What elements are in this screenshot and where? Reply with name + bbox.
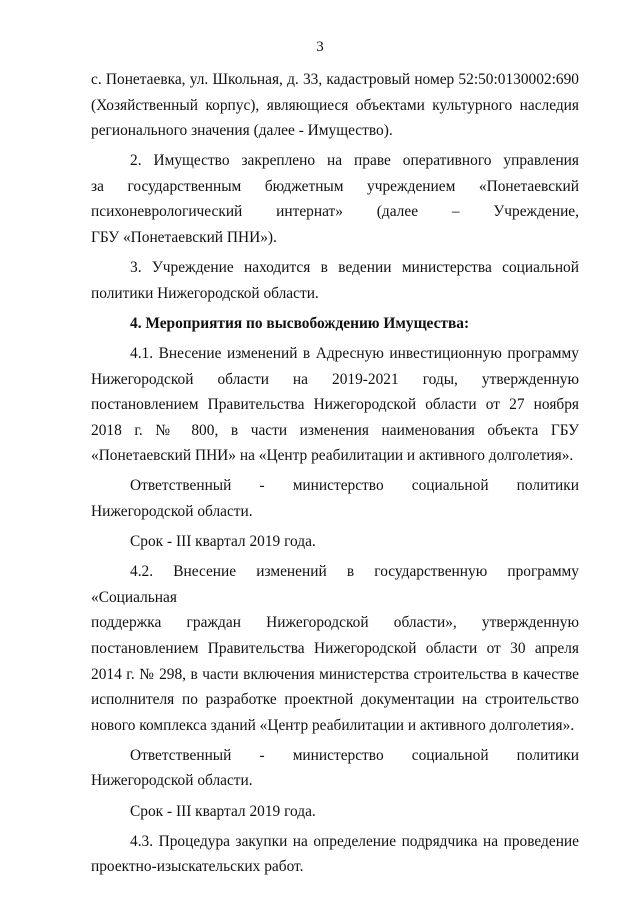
responsible-1-line-1: Ответственный - министерство социальной политики (130, 477, 579, 495)
item-4-2-line-1: 4.2. Внесение изменений в государственную программу «Социальная (91, 563, 579, 606)
paragraph-1-line-2: (Хозяйственный корпус), являющиеся объектами культурного наследия (91, 96, 579, 114)
paragraph-1-line-3: регионального значения (далее - Имущество). (91, 122, 393, 140)
item-4-1-line-5: «Понетаевский ПНИ» на «Центр реабилитации и активного долголетия». (91, 447, 574, 465)
responsible-2-line-1: Ответственный - министерство социальной политики (130, 746, 579, 764)
item-4-1-line-4: 2018 г. № 800, в части изменения наименования объекта ГБУ (91, 421, 579, 439)
paragraph-3-line-1: 3. Учреждение находится в ведении министерства социальной (130, 259, 579, 277)
item-4-3-line-2: проектно-изыскательских работ. (91, 858, 304, 876)
paragraph-2-line-4: ГБУ «Понетаевский ПНИ»). (91, 229, 277, 247)
paragraph-1-line-1: с. Понетаевка, ул. Школьная, д. 33, кадастровый номер 52:50:0130002:690 (91, 71, 579, 88)
paragraph-3-line-2: политики Нижегородской области. (91, 284, 319, 302)
responsible-2-line-2: Нижегородской области. (91, 772, 253, 790)
item-4-1-line-1: 4.1. Внесение изменений в Адресную инвестиционную программу (130, 344, 579, 362)
term-2: Срок - III квартал 2019 года. (130, 802, 316, 820)
item-4-2-line-3: постановлением Правительства Нижегородской области от 30 апреля (91, 639, 579, 657)
section-4-heading: 4. Мероприятия по высвобождению Имущества: (130, 314, 470, 332)
term-1: Срок - III квартал 2019 года. (130, 533, 316, 551)
item-4-2-line-2: поддержка граждан Нижегородской области», утвержденную (91, 614, 579, 632)
paragraph-2-line-2: за государственным бюджетным учреждением «Понетаевский (91, 177, 579, 195)
item-4-2-line-4: 2014 г. № 298, в части включения министерства строительства в качестве (91, 665, 579, 683)
item-4-3-line-1: 4.3. Процедура закупки на определение подрядчика на проведение (130, 832, 579, 850)
item-4-2-line-5: исполнителя по разработке проектной документации на строительство (91, 691, 579, 709)
item-4-2-line-6: нового комплекса зданий «Центр реабилитации и активного долголетия». (91, 716, 575, 734)
item-4-1-line-2: Нижегородской области на 2019-2021 годы, утвержденную (91, 370, 579, 388)
page-number: 3 (316, 39, 324, 55)
item-4-1-line-3: постановлением Правительства Нижегородской области от 27 ноября (91, 396, 579, 414)
responsible-1-line-2: Нижегородской области. (91, 503, 253, 520)
paragraph-2-line-3: психоневрологический интернат» (далее – Учреждение, (91, 203, 579, 221)
paragraph-2-line-1: 2. Имущество закреплено на праве оперативного управления (130, 152, 579, 170)
document-body (91, 67, 579, 880)
